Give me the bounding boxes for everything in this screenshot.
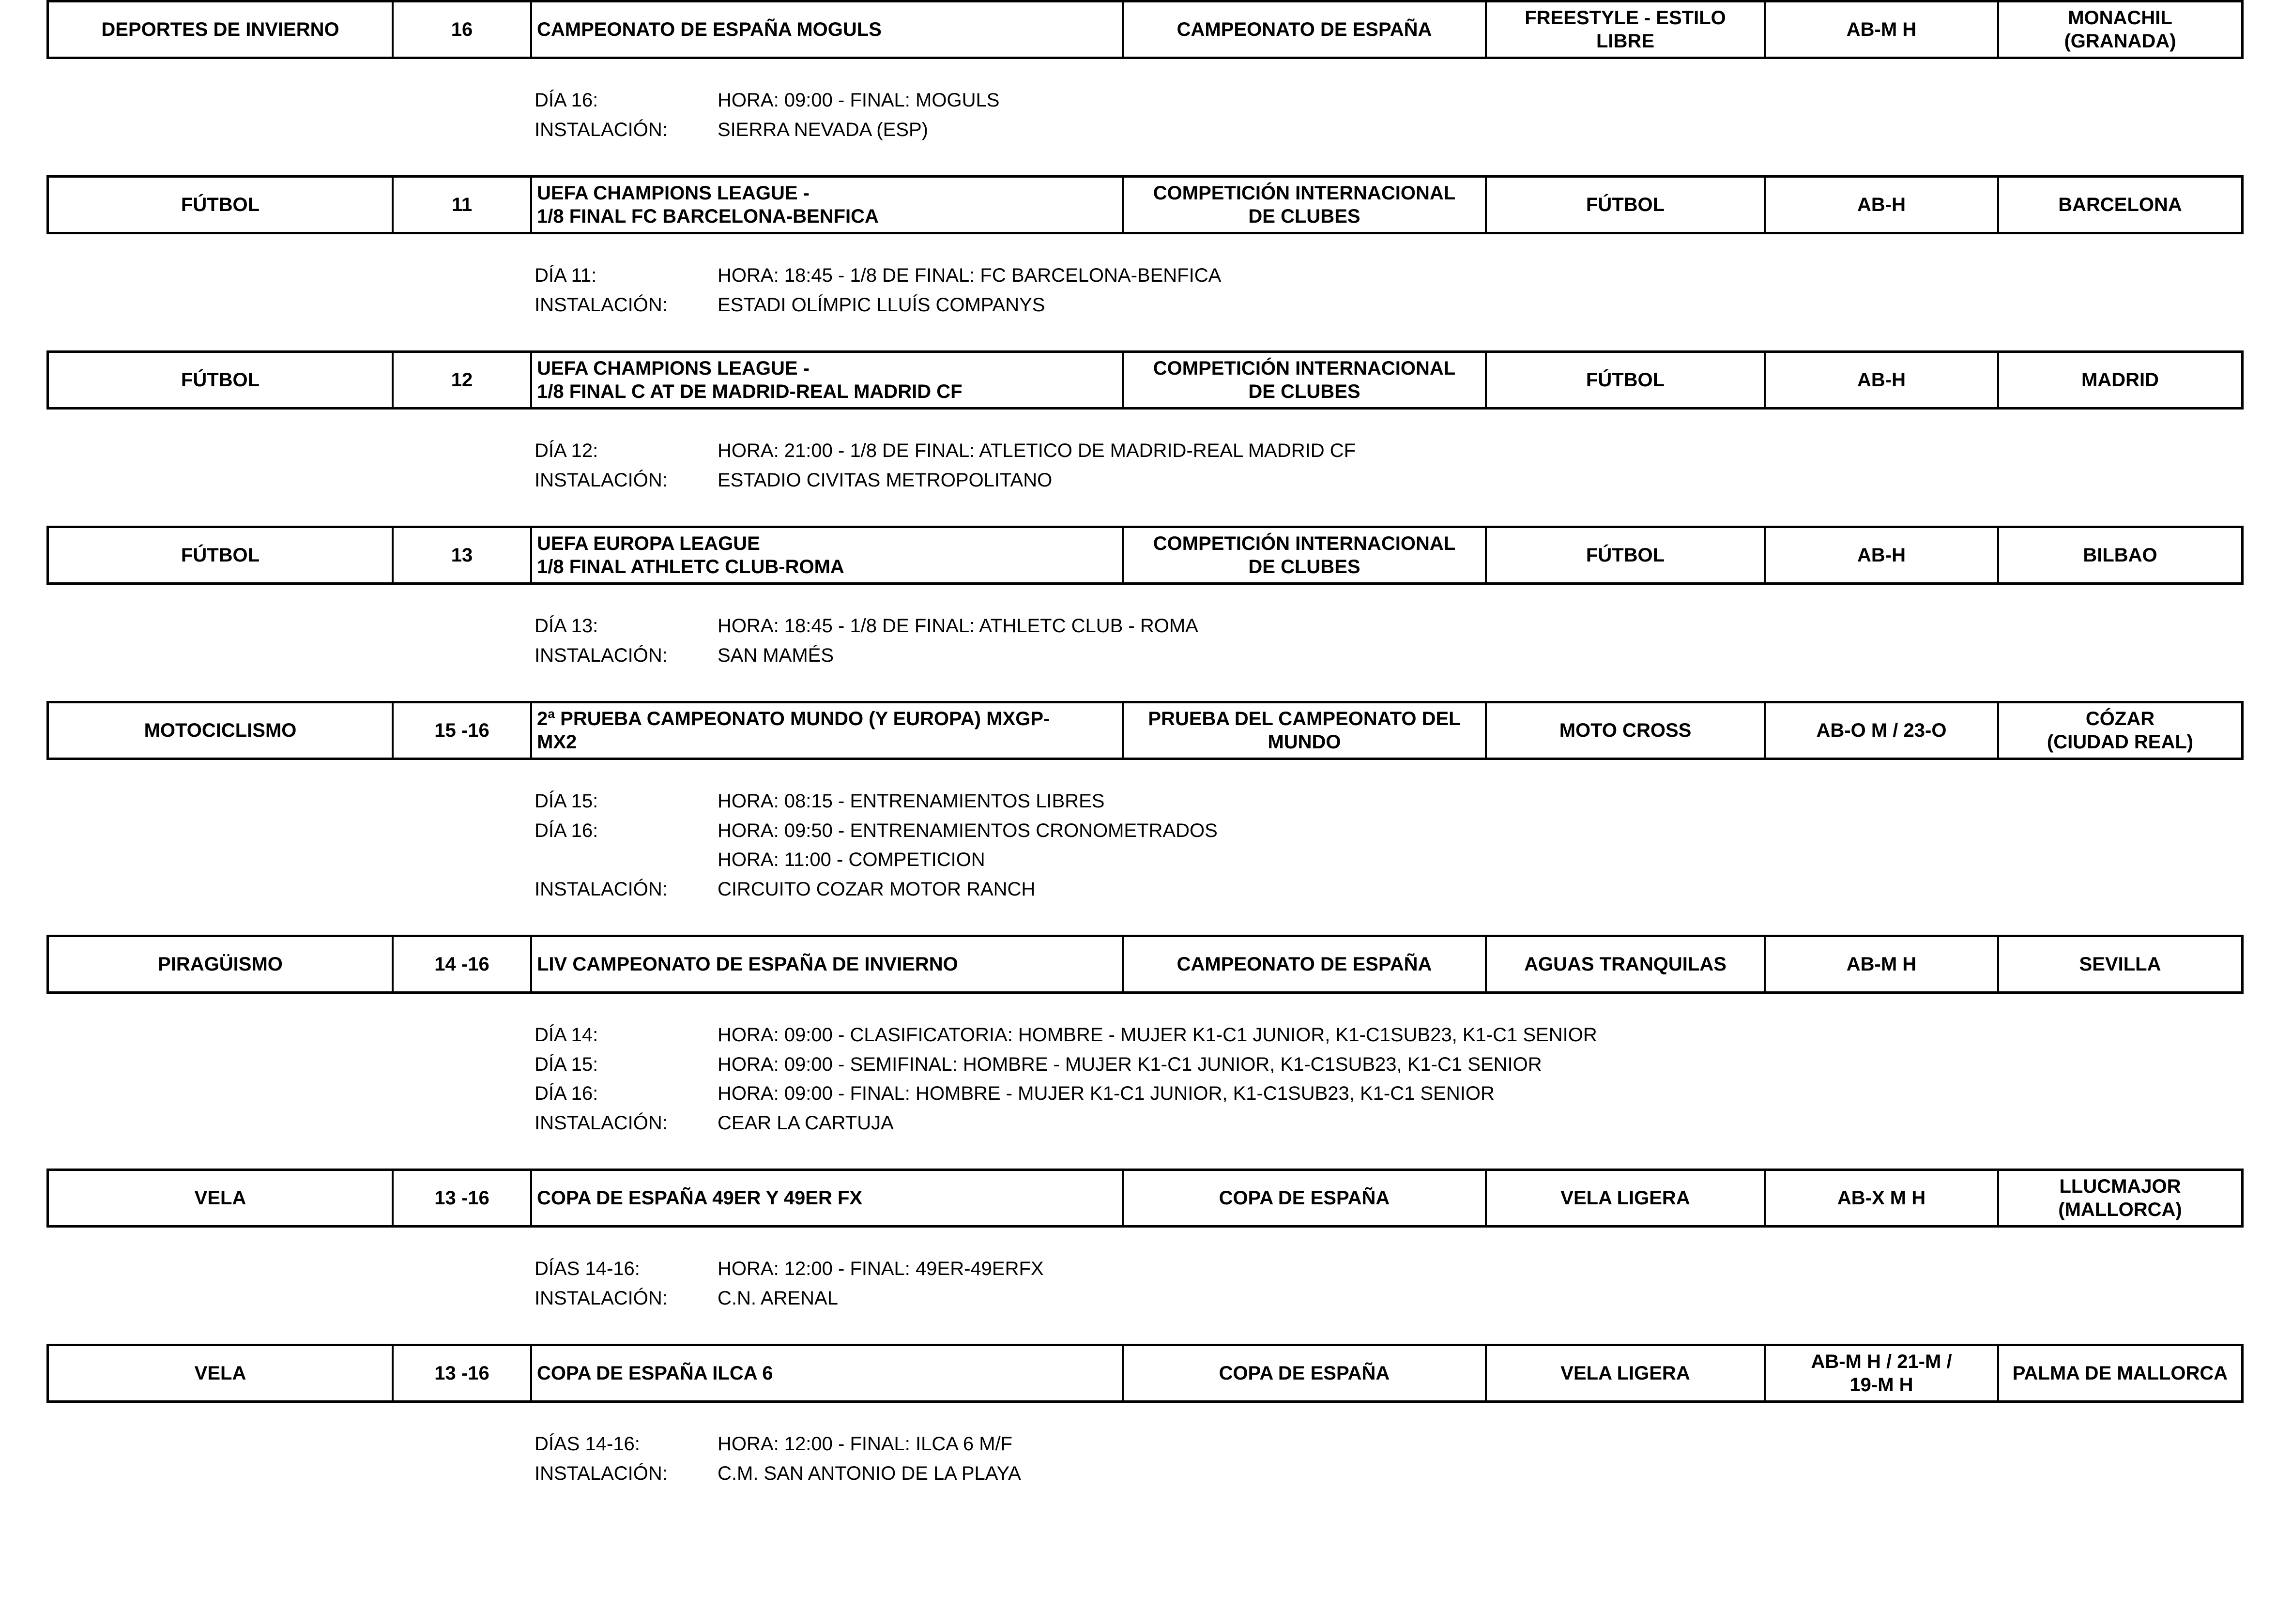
- event-specialty-cell: VELA LIGERA: [1487, 1171, 1766, 1225]
- detail-text: C.N. ARENAL: [718, 1287, 838, 1309]
- event-sport-cell: PIRAGÜISMO: [49, 937, 394, 991]
- event-type-cell: COPA DE ESPAÑA: [1124, 1346, 1487, 1400]
- event-location-cell: LLUCMAJOR (MALLORCA): [2058, 1176, 2182, 1220]
- event-sport-cell: DEPORTES DE INVIERNO: [49, 2, 394, 57]
- event-days-cell: 13 -16: [394, 1171, 532, 1225]
- detail-label: INSTALACIÓN:: [535, 644, 668, 666]
- event-category-cell: AB-M H / 21-M / 19-M H: [1766, 1346, 1999, 1400]
- event-category-cell: AB-O M / 23-O: [1766, 703, 1999, 758]
- event-days-cell: 13 -16: [394, 1346, 532, 1400]
- detail-label: INSTALACIÓN:: [535, 294, 668, 316]
- event-days-cell: 14 -16: [394, 937, 532, 991]
- event-specialty-cell: FÚTBOL: [1487, 353, 1766, 407]
- detail-label: DÍA 15:: [535, 790, 598, 812]
- event-competition-cell: UEFA CHAMPIONS LEAGUE - 1/8 FINAL C AT DE MADRID-REAL MADRID CF: [532, 353, 1124, 407]
- event-sport-cell: FÚTBOL: [49, 353, 394, 407]
- event-days-cell: 11: [394, 178, 532, 232]
- detail-label: DÍAS 14-16:: [535, 1258, 640, 1279]
- event-location-cell: CÓZAR (CIUDAD REAL): [2047, 708, 2194, 753]
- detail-text: HORA: 18:45 - 1/8 DE FINAL: ATHLETC CLUB - ROMA: [718, 615, 1198, 637]
- event-category-cell: AB-M H: [1766, 2, 1999, 57]
- event-specialty-cell: FREESTYLE - ESTILO LIBRE: [1487, 2, 1766, 57]
- detail-label: DÍAS 14-16:: [535, 1433, 640, 1455]
- event-competition-cell: COPA DE ESPAÑA 49ER Y 49ER FX: [532, 1171, 1124, 1225]
- detail-label: INSTALACIÓN:: [535, 1287, 668, 1309]
- event-header-row: [46, 526, 2244, 585]
- detail-text: HORA: 09:00 - FINAL: MOGULS: [718, 90, 1000, 111]
- detail-text: HORA: 09:00 - FINAL: HOMBRE - MUJER K1-C1 JUNIOR, K1-C1SUB23, K1-C1 SENIOR: [718, 1083, 1495, 1104]
- detail-label: DÍA 14:: [535, 1024, 598, 1046]
- event-header-row: [46, 935, 2244, 994]
- event-sport-cell: FÚTBOL: [49, 528, 394, 582]
- event-header-row: [46, 701, 2244, 760]
- detail-text: SIERRA NEVADA (ESP): [718, 119, 928, 140]
- event-category-cell: AB-X M H: [1766, 1171, 1999, 1225]
- detail-text: HORA: 09:00 - CLASIFICATORIA: HOMBRE - MUJER K1-C1 JUNIOR, K1-C1SUB23, K1-C1 SENIOR: [718, 1024, 1597, 1046]
- detail-text: ESTADI OLÍMPIC LLUÍS COMPANYS: [718, 294, 1045, 316]
- detail-label: INSTALACIÓN:: [535, 1462, 668, 1484]
- event-category-cell: AB-H: [1766, 353, 1999, 407]
- detail-text: SAN MAMÉS: [718, 644, 834, 666]
- detail-text: HORA: 12:00 - FINAL: 49ER-49ERFX: [718, 1258, 1044, 1279]
- event-days-cell: 16: [394, 2, 532, 57]
- detail-label: DÍA 11:: [535, 265, 597, 286]
- event-location-cell: MADRID: [2081, 369, 2159, 391]
- event-specialty-cell: MOTO CROSS: [1487, 703, 1766, 758]
- event-competition-cell: 2ª PRUEBA CAMPEONATO MUNDO (Y EUROPA) MXGP- MX2: [532, 703, 1124, 758]
- event-type-cell: COMPETICIÓN INTERNACIONAL DE CLUBES: [1124, 178, 1487, 232]
- event-location-cell: BARCELONA: [2058, 194, 2182, 215]
- detail-text: ESTADIO CIVITAS METROPOLITANO: [718, 469, 1053, 491]
- event-header-row: [46, 0, 2244, 59]
- detail-label: DÍA 16:: [535, 820, 598, 841]
- event-header-row: [46, 1344, 2244, 1403]
- event-header-row: [46, 350, 2244, 410]
- event-category-cell: AB-M H: [1766, 937, 1999, 991]
- event-competition-cell: UEFA EUROPA LEAGUE 1/8 FINAL ATHLETC CLUB-ROMA: [532, 528, 1124, 582]
- detail-text: CIRCUITO COZAR MOTOR RANCH: [718, 878, 1036, 900]
- detail-label: DÍA 12:: [535, 440, 598, 461]
- event-type-cell: CAMPEONATO DE ESPAÑA: [1124, 2, 1487, 57]
- event-sport-cell: VELA: [49, 1346, 394, 1400]
- detail-label: DÍA 16:: [535, 90, 598, 111]
- event-competition-cell: UEFA CHAMPIONS LEAGUE - 1/8 FINAL FC BARCELONA-BENFICA: [532, 178, 1124, 232]
- detail-label: INSTALACIÓN:: [535, 119, 668, 140]
- detail-text: HORA: 18:45 - 1/8 DE FINAL: FC BARCELONA-BENFICA: [718, 265, 1222, 286]
- event-sport-cell: MOTOCICLISMO: [49, 703, 394, 758]
- event-sport-cell: VELA: [49, 1171, 394, 1225]
- detail-label: INSTALACIÓN:: [535, 1112, 668, 1134]
- detail-label: DÍA 13:: [535, 615, 598, 637]
- event-category-cell: AB-H: [1766, 528, 1999, 582]
- detail-text: HORA: 09:50 - ENTRENAMIENTOS CRONOMETRADOS: [718, 820, 1218, 841]
- event-competition-cell: LIV CAMPEONATO DE ESPAÑA DE INVIERNO: [532, 937, 1124, 991]
- event-location-cell: PALMA DE MALLORCA: [2012, 1363, 2228, 1384]
- detail-text: HORA: 09:00 - SEMIFINAL: HOMBRE - MUJER K1-C1 JUNIOR, K1-C1SUB23, K1-C1 SENIOR: [718, 1053, 1542, 1075]
- event-type-cell: COPA DE ESPAÑA: [1124, 1171, 1487, 1225]
- event-category-cell: AB-H: [1766, 178, 1999, 232]
- event-days-cell: 12: [394, 353, 532, 407]
- event-competition-cell: CAMPEONATO DE ESPAÑA MOGULS: [532, 2, 1124, 57]
- detail-text: HORA: 11:00 - COMPETICION: [718, 849, 985, 870]
- event-type-cell: PRUEBA DEL CAMPEONATO DEL MUNDO: [1124, 703, 1487, 758]
- detail-text: C.M. SAN ANTONIO DE LA PLAYA: [718, 1462, 1021, 1484]
- event-header-row: [46, 175, 2244, 234]
- event-specialty-cell: FÚTBOL: [1487, 528, 1766, 582]
- detail-label: DÍA 15:: [535, 1053, 598, 1075]
- event-location-cell: MONACHIL (GRANADA): [2064, 7, 2176, 52]
- event-location-cell: BILBAO: [2083, 545, 2157, 566]
- detail-text: HORA: 12:00 - FINAL: ILCA 6 M/F: [718, 1433, 1013, 1455]
- detail-label: INSTALACIÓN:: [535, 878, 668, 900]
- event-competition-cell: COPA DE ESPAÑA ILCA 6: [532, 1346, 1124, 1400]
- event-type-cell: CAMPEONATO DE ESPAÑA: [1124, 937, 1487, 991]
- detail-text: HORA: 08:15 - ENTRENAMIENTOS LIBRES: [718, 790, 1105, 812]
- event-specialty-cell: AGUAS TRANQUILAS: [1487, 937, 1766, 991]
- event-sport-cell: FÚTBOL: [49, 178, 394, 232]
- event-header-row: [46, 1169, 2244, 1228]
- event-type-cell: COMPETICIÓN INTERNACIONAL DE CLUBES: [1124, 353, 1487, 407]
- event-type-cell: COMPETICIÓN INTERNACIONAL DE CLUBES: [1124, 528, 1487, 582]
- detail-label: DÍA 16:: [535, 1083, 598, 1104]
- detail-label: INSTALACIÓN:: [535, 469, 668, 491]
- event-days-cell: 13: [394, 528, 532, 582]
- event-specialty-cell: VELA LIGERA: [1487, 1346, 1766, 1400]
- event-days-cell: 15 -16: [394, 703, 532, 758]
- detail-text: HORA: 21:00 - 1/8 DE FINAL: ATLETICO DE MADRID-REAL MADRID CF: [718, 440, 1356, 461]
- detail-text: CEAR LA CARTUJA: [718, 1112, 894, 1134]
- event-location-cell: SEVILLA: [2079, 954, 2161, 975]
- event-specialty-cell: FÚTBOL: [1487, 178, 1766, 232]
